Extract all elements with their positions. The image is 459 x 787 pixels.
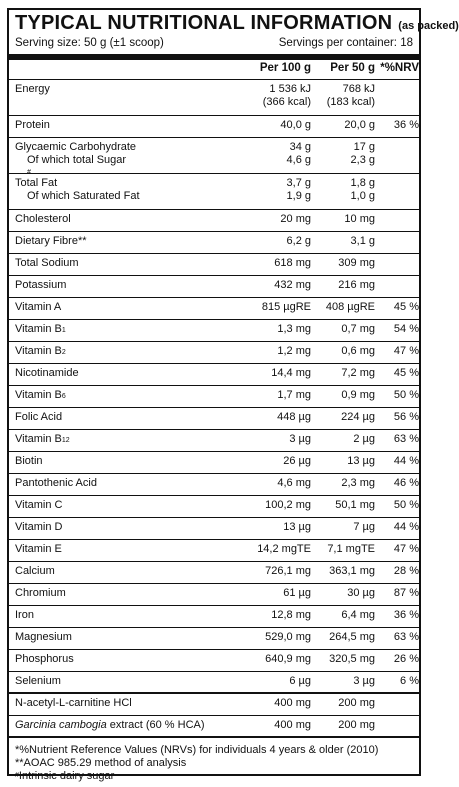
- footnotes: [9, 738, 419, 783]
- col-per100: Per 100 g: [259, 62, 311, 74]
- nrv-value: 50 %: [393, 389, 419, 401]
- row-vitamin-b6: [9, 386, 419, 408]
- row-fat: [9, 174, 419, 210]
- row-sublabel: Of which Saturated Fat: [27, 190, 140, 202]
- row-label: Iron: [15, 609, 34, 621]
- value: 1,0 g: [350, 190, 375, 202]
- servings-per-container: Servings per container: 18: [278, 37, 413, 49]
- value: 20,0 g: [344, 119, 375, 131]
- value: 50,1 mg: [335, 499, 375, 511]
- value: 640,9 mg: [265, 653, 311, 665]
- row-protein: [9, 116, 419, 138]
- row-label: Vitamin A: [15, 301, 62, 313]
- nrv-value: 56 %: [393, 411, 419, 423]
- value: 17 g: [353, 141, 375, 153]
- panel-header: [9, 10, 459, 54]
- value: 320,5 mg: [329, 653, 375, 665]
- value: 7,2 mg: [341, 367, 375, 379]
- value: 0,7 mg: [341, 323, 375, 335]
- value: 726,1 mg: [265, 565, 311, 577]
- nrv-value: 45 %: [393, 367, 419, 379]
- row-label-italic: Garcinia cambogia: [15, 719, 107, 731]
- nrv-value: 87 %: [393, 587, 419, 599]
- value: 12,8 mg: [271, 609, 311, 621]
- value: 20 mg: [280, 213, 311, 225]
- row-label: Selenium: [15, 675, 61, 687]
- row-label: Glycaemic Carbohydrate: [15, 141, 137, 153]
- nrv-value: 63 %: [393, 433, 419, 445]
- value: 10 mg: [344, 213, 375, 225]
- nrv-value: 36 %: [393, 609, 419, 621]
- value: 34 g: [289, 141, 311, 153]
- row-calcium: [9, 562, 419, 584]
- nrv-value: 46 %: [393, 477, 419, 489]
- row-selenium: [9, 672, 419, 694]
- row-pantothenic-acid: [9, 474, 419, 496]
- value: 26 µg: [283, 455, 311, 467]
- row-nicotinamide: [9, 364, 419, 386]
- value: 7,1 mgTE: [327, 543, 375, 555]
- row-sodium: [9, 254, 419, 276]
- value: 2 µg: [353, 433, 375, 445]
- row-phosphorus: [9, 650, 419, 672]
- panel-title: TYPICAL NUTRITIONAL INFORMATION: [15, 12, 393, 34]
- row-label: Folic Acid: [15, 411, 63, 423]
- value: 4,6 g: [286, 154, 311, 166]
- row-magnesium: [9, 628, 419, 650]
- subscript: 6: [61, 393, 66, 400]
- row-label: Vitamin B: [15, 323, 62, 335]
- row-vitamin-b12: [9, 430, 419, 452]
- row-label: Potassium: [15, 279, 67, 291]
- value: 200 mg: [338, 697, 375, 709]
- row-label: Vitamin E: [15, 543, 62, 555]
- value: 1,3 mg: [277, 323, 311, 335]
- value: 6 µg: [289, 675, 311, 687]
- row-label: Cholesterol: [15, 213, 71, 225]
- value: 363,1 mg: [329, 565, 375, 577]
- title-note: (as packed): [398, 20, 459, 32]
- row-label: Total Sodium: [15, 257, 79, 269]
- row-iron: [9, 606, 419, 628]
- value: 40,0 g: [280, 119, 311, 131]
- column-header-row: [9, 60, 419, 80]
- footnote-text: Intrinsic dairy sugar: [18, 770, 115, 782]
- value: 1 536 kJ: [269, 83, 311, 95]
- row-label: extract (60 % HCA): [106, 719, 205, 731]
- value: 2,3 g: [350, 154, 375, 166]
- row-label: Total Fat: [15, 177, 58, 189]
- nrv-value: 28 %: [393, 565, 419, 577]
- row-label: N-acetyl-L-carnitine HCl: [15, 697, 132, 709]
- row-energy: [9, 80, 419, 116]
- footnote-intrinsic: [15, 770, 413, 783]
- nrv-value: 50 %: [393, 499, 419, 511]
- value: 3 µg: [289, 433, 311, 445]
- row-folic-acid: [9, 408, 419, 430]
- row-vitamin-d: [9, 518, 419, 540]
- row-label: Biotin: [15, 455, 43, 467]
- row-label: Vitamin B: [15, 345, 62, 357]
- row-label: Energy: [15, 83, 50, 95]
- value: 3,7 g: [286, 177, 311, 189]
- row-label: Vitamin B: [15, 389, 62, 401]
- row-label: Vitamin B: [15, 433, 62, 445]
- value: 0,9 mg: [341, 389, 375, 401]
- subscript: 12: [61, 437, 70, 444]
- nrv-value: 47 %: [393, 345, 419, 357]
- nrv-value: 44 %: [393, 455, 419, 467]
- row-label: Vitamin C: [15, 499, 63, 511]
- footnote-nrv: *%Nutrient Reference Values (NRVs) for individuals 4 years & older (2010): [15, 744, 379, 756]
- row-fibre: [9, 232, 419, 254]
- value: 30 µg: [347, 587, 375, 599]
- row-label: Magnesium: [15, 631, 72, 643]
- row-potassium: [9, 276, 419, 298]
- value: 4,6 mg: [277, 477, 311, 489]
- value: 309 mg: [338, 257, 375, 269]
- value: 3,1 g: [350, 235, 375, 247]
- row-label: Protein: [15, 119, 50, 131]
- value: 13 µg: [283, 521, 311, 533]
- value: 1,8 g: [350, 177, 375, 189]
- subscript: 2: [61, 349, 66, 356]
- nrv-value: 54 %: [393, 323, 419, 335]
- nutrition-panel: [7, 8, 459, 782]
- value: 815 µgRE: [261, 301, 311, 313]
- nrv-value: 6 %: [400, 675, 419, 687]
- value: 264,5 mg: [329, 631, 375, 643]
- footnote-aoac: **AOAC 985.29 method of analysis: [15, 757, 187, 769]
- row-label: Phosphorus: [15, 653, 74, 665]
- value: 400 mg: [274, 697, 311, 709]
- row-vitamin-c: [9, 496, 419, 518]
- value: 0,6 mg: [341, 345, 375, 357]
- row-chromium: [9, 584, 419, 606]
- value: 618 mg: [274, 257, 311, 269]
- nrv-value: 36 %: [393, 119, 419, 131]
- value: 224 µg: [341, 411, 375, 423]
- footnote-mark: #: [15, 772, 19, 779]
- value: 400 mg: [274, 719, 311, 731]
- value: 1,9 g: [286, 190, 311, 202]
- row-label: Dietary Fibre**: [15, 235, 87, 247]
- col-nrv: *%NRV: [380, 62, 419, 74]
- value: 6,4 mg: [341, 609, 375, 621]
- value: 1,2 mg: [277, 345, 311, 357]
- col-per50: Per 50 g: [330, 62, 375, 74]
- value: 61 µg: [283, 587, 311, 599]
- value: 7 µg: [353, 521, 375, 533]
- row-label: Calcium: [15, 565, 55, 577]
- value: 432 mg: [274, 279, 311, 291]
- serving-size: Serving size: 50 g (±1 scoop): [15, 37, 164, 49]
- value: 200 mg: [338, 719, 375, 731]
- subscript: 1: [61, 327, 66, 334]
- nrv-value: 45 %: [393, 301, 419, 313]
- row-label: Chromium: [15, 587, 66, 599]
- value: 448 µg: [277, 411, 311, 423]
- value: 216 mg: [338, 279, 375, 291]
- row-carnitine: [9, 694, 419, 716]
- nrv-value: 63 %: [393, 631, 419, 643]
- row-garcinia: [9, 716, 419, 738]
- value: 408 µgRE: [325, 301, 375, 313]
- row-carbohydrate: [9, 138, 419, 174]
- value: 1,7 mg: [277, 389, 311, 401]
- value: 768 kJ: [342, 83, 375, 95]
- row-biotin: [9, 452, 419, 474]
- row-label: Vitamin D: [15, 521, 63, 533]
- row-vitamin-a: [9, 298, 419, 320]
- row-vitamin-e: [9, 540, 419, 562]
- value: 13 µg: [347, 455, 375, 467]
- row-label: Nicotinamide: [15, 367, 79, 379]
- value: 529,0 mg: [265, 631, 311, 643]
- nrv-value: 26 %: [393, 653, 419, 665]
- value: 100,2 mg: [265, 499, 311, 511]
- footnote-mark: #: [27, 169, 31, 176]
- nrv-value: 44 %: [393, 521, 419, 533]
- row-label: Pantothenic Acid: [15, 477, 97, 489]
- value: 2,3 mg: [341, 477, 375, 489]
- value: 3 µg: [353, 675, 375, 687]
- value: (366 kcal): [262, 96, 311, 108]
- row-vitamin-b2: [9, 342, 419, 364]
- nrv-value: 47 %: [393, 543, 419, 555]
- value: 6,2 g: [286, 235, 311, 247]
- value: (183 kcal): [326, 96, 375, 108]
- row-cholesterol: [9, 210, 419, 232]
- value: 14,2 mgTE: [257, 543, 311, 555]
- value: 14,4 mg: [271, 367, 311, 379]
- sublabel-text: Of which total Sugar: [27, 154, 127, 166]
- row-vitamin-b1: [9, 320, 419, 342]
